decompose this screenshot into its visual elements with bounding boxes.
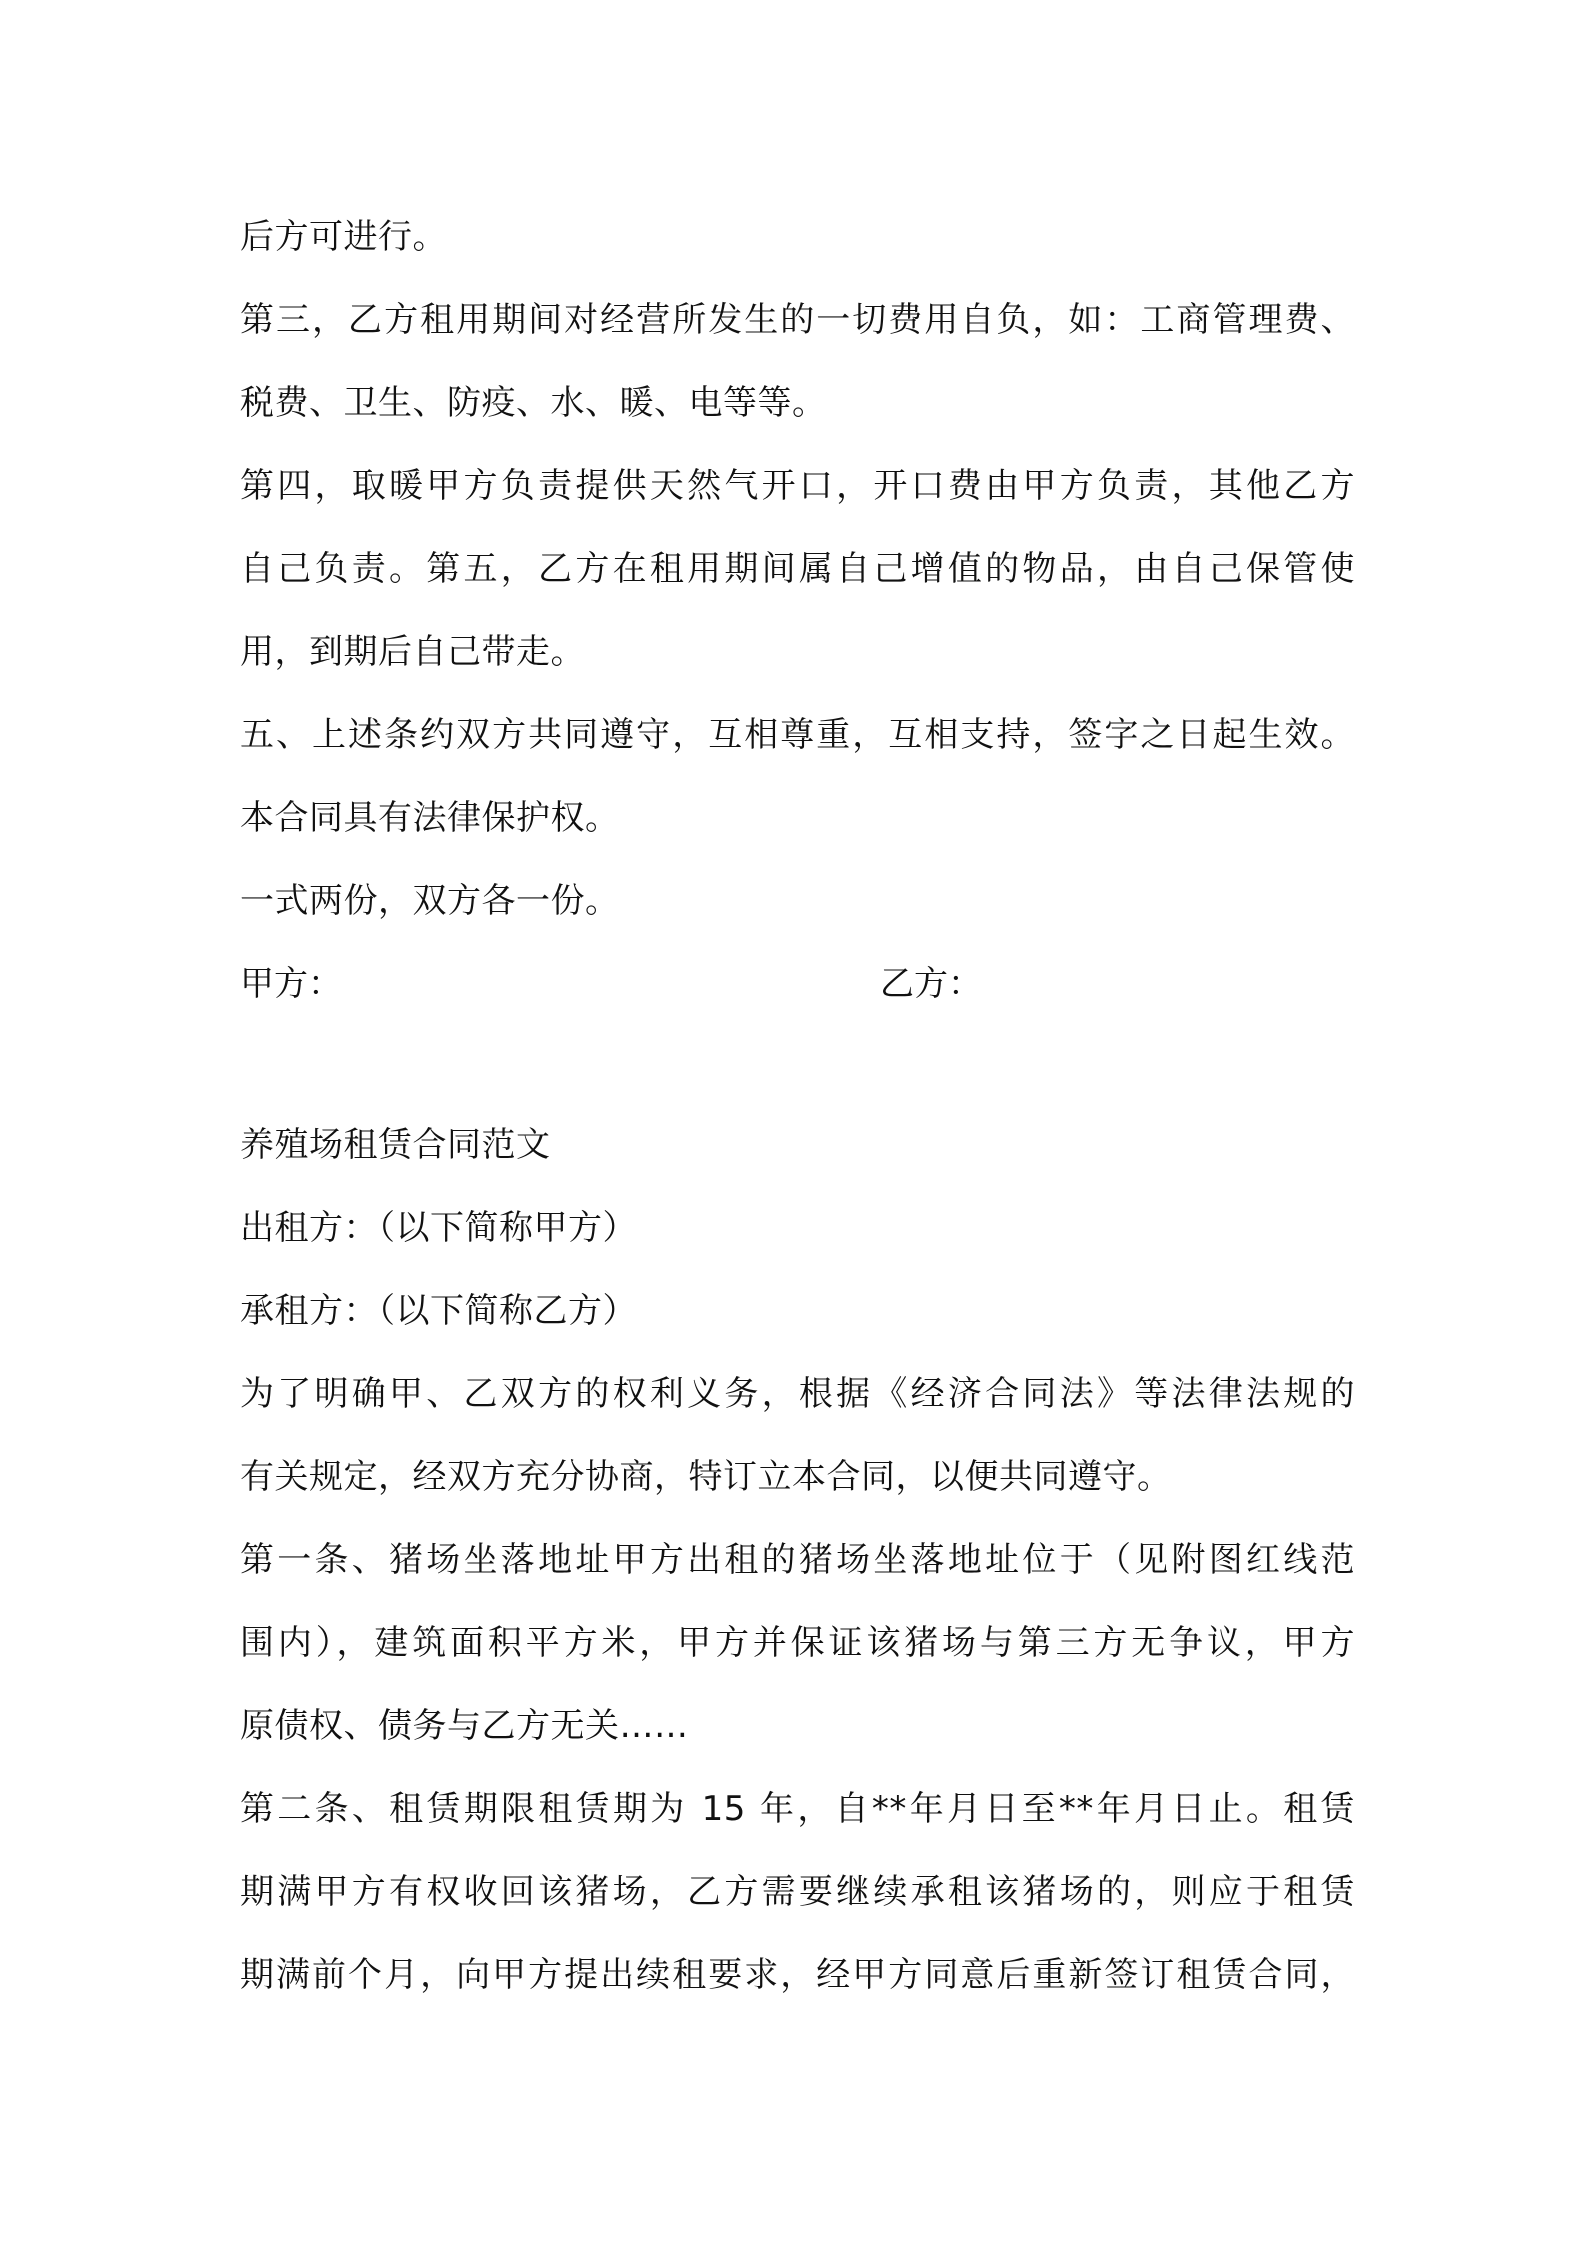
body-line: 税费、卫生、防疫、水、暖、电等等。 <box>240 383 827 423</box>
body-line: 自己负责。第五，乙方在租用期间属自己增值的物品，由自己保管使 <box>240 549 1355 589</box>
body-line: 期满前个月，向甲方提出续租要求，经甲方同意后重新签订租赁合同， <box>240 1955 1355 1995</box>
body-line: 一式两份，双方各一份。 <box>240 881 620 921</box>
body-line: 第三，乙方租用期间对经营所发生的一切费用自负，如：工商管理费、 <box>240 300 1355 340</box>
body-line: 围内），建筑面积平方米，甲方并保证该猪场与第三方无争议，甲方 <box>240 1623 1355 1663</box>
document-body <box>240 196 1355 2017</box>
body-line: 期满甲方有权收回该猪场，乙方需要继续承租该猪场的，则应于租赁 <box>240 1872 1355 1912</box>
body-line: 承租方：（以下简称乙方） <box>240 1291 637 1331</box>
party-a-signature-label: 甲方： <box>240 964 342 1004</box>
body-line: 后方可进行。 <box>240 217 447 257</box>
party-b-signature-label: 乙方： <box>880 964 982 1004</box>
body-line: 有关规定，经双方充分协商，特订立本合同，以便共同遵守。 <box>240 1457 1172 1497</box>
body-line: 第二条、租赁期限租赁期为 15 年，自**年月日至**年月日止。租赁 <box>240 1789 1355 1829</box>
contract-title: 养殖场租赁合同范文 <box>240 1125 551 1165</box>
body-line: 用，到期后自己带走。 <box>240 632 585 672</box>
body-line: 五、上述条约双方共同遵守，互相尊重，互相支持，签字之日起生效。 <box>240 715 1355 755</box>
body-line: 原债权、债务与乙方无关…… <box>240 1706 689 1746</box>
section-gap <box>240 1026 1355 1104</box>
body-line: 第四，取暖甲方负责提供天然气开口，开口费由甲方负责，其他乙方 <box>240 466 1355 506</box>
body-line: 出租方：（以下简称甲方） <box>240 1208 637 1248</box>
body-line: 第一条、猪场坐落地址甲方出租的猪场坐落地址位于（见附图红线范 <box>240 1540 1355 1580</box>
signature-row <box>240 943 1355 1026</box>
body-line: 本合同具有法律保护权。 <box>240 798 620 838</box>
body-line: 为了明确甲、乙双方的权利义务，根据《经济合同法》等法律法规的 <box>240 1374 1355 1414</box>
